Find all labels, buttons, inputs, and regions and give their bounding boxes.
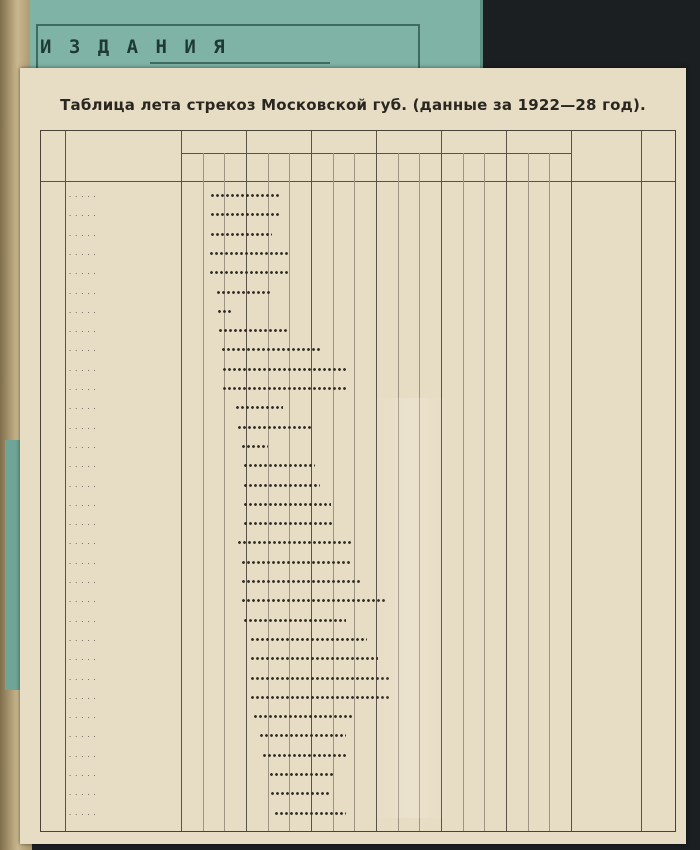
flight-period-bar — [209, 251, 289, 256]
flight-period-bar — [241, 598, 387, 603]
flight-period-bar — [243, 502, 331, 507]
species-name — [69, 674, 97, 682]
species-name — [69, 461, 97, 469]
species-name — [69, 345, 97, 353]
decade-rule — [463, 153, 464, 831]
flight-period-bar — [241, 444, 268, 449]
species-name — [69, 442, 97, 450]
column-rule — [65, 131, 66, 831]
flight-period-bar — [250, 676, 391, 681]
flight-period-bar — [270, 791, 331, 796]
flight-period-bar — [243, 463, 316, 468]
header-bottom-rule — [41, 181, 675, 182]
flight-period-bar — [217, 309, 231, 314]
flight-period-bar — [241, 579, 361, 584]
flight-period-bar — [243, 521, 333, 526]
flight-period-bar — [243, 483, 320, 488]
species-name — [69, 403, 97, 411]
flight-table — [40, 130, 676, 832]
flight-period-bar — [221, 347, 322, 352]
species-name — [69, 596, 97, 604]
decade-rule — [354, 153, 355, 831]
species-name — [69, 423, 97, 431]
species-name — [69, 268, 97, 276]
species-name — [69, 307, 97, 315]
flight-period-bar — [210, 232, 272, 237]
cover-title: И З Д А Н И Я — [40, 36, 228, 58]
species-name — [69, 538, 97, 546]
decade-rule — [398, 153, 399, 831]
month-rule — [441, 131, 442, 831]
month-rule — [311, 131, 312, 831]
book-spine — [5, 440, 21, 690]
month-rule — [376, 131, 377, 831]
flight-period-bar — [269, 772, 335, 777]
species-name — [69, 712, 97, 720]
column-rule — [571, 131, 572, 831]
species-name — [69, 288, 97, 296]
flight-period-bar — [209, 270, 290, 275]
flight-period-bar — [250, 695, 389, 700]
column-rule — [181, 131, 182, 831]
flight-period-bar — [237, 540, 352, 545]
species-name — [69, 365, 97, 373]
month-rule — [506, 131, 507, 831]
flight-period-bar — [259, 733, 346, 738]
flight-period-bar — [210, 193, 280, 198]
flight-period-bar — [243, 618, 346, 623]
species-name — [69, 731, 97, 739]
flight-period-bar — [222, 367, 348, 372]
species-name — [69, 500, 97, 508]
species-name — [69, 558, 97, 566]
table-sheet — [20, 68, 686, 844]
flight-period-bar — [250, 656, 378, 661]
species-name — [69, 326, 97, 334]
species-name — [69, 577, 97, 585]
flight-period-bar — [218, 328, 290, 333]
decade-rule — [203, 153, 204, 831]
decade-rule — [289, 153, 290, 831]
flight-period-bar — [216, 290, 272, 295]
decade-rule — [528, 153, 529, 831]
flight-period-bar — [241, 560, 353, 565]
flight-period-bar — [235, 405, 283, 410]
sheet-title: Таблица лета стрекоз Московской губ. (данные за 1922—28 год). — [60, 96, 646, 114]
decade-rule — [484, 153, 485, 831]
species-name — [69, 230, 97, 238]
flight-period-bar — [222, 386, 348, 391]
species-name — [69, 693, 97, 701]
species-name — [69, 191, 97, 199]
species-name — [69, 481, 97, 489]
column-rule — [641, 131, 642, 831]
species-name — [69, 809, 97, 817]
flight-period-bar — [210, 212, 280, 217]
flight-period-bar — [274, 811, 346, 816]
flight-period-bar — [262, 753, 345, 758]
species-name — [69, 770, 97, 778]
species-name — [69, 384, 97, 392]
species-name — [69, 249, 97, 257]
flight-period-bar — [237, 425, 311, 430]
flight-period-bar — [253, 714, 353, 719]
species-name — [69, 789, 97, 797]
species-name — [69, 616, 97, 624]
species-name — [69, 654, 97, 662]
species-name — [69, 519, 97, 527]
species-name — [69, 210, 97, 218]
species-name — [69, 635, 97, 643]
species-name — [69, 751, 97, 759]
decade-rule — [549, 153, 550, 831]
flight-period-bar — [250, 637, 367, 642]
decade-rule — [419, 153, 420, 831]
decade-rule — [333, 153, 334, 831]
